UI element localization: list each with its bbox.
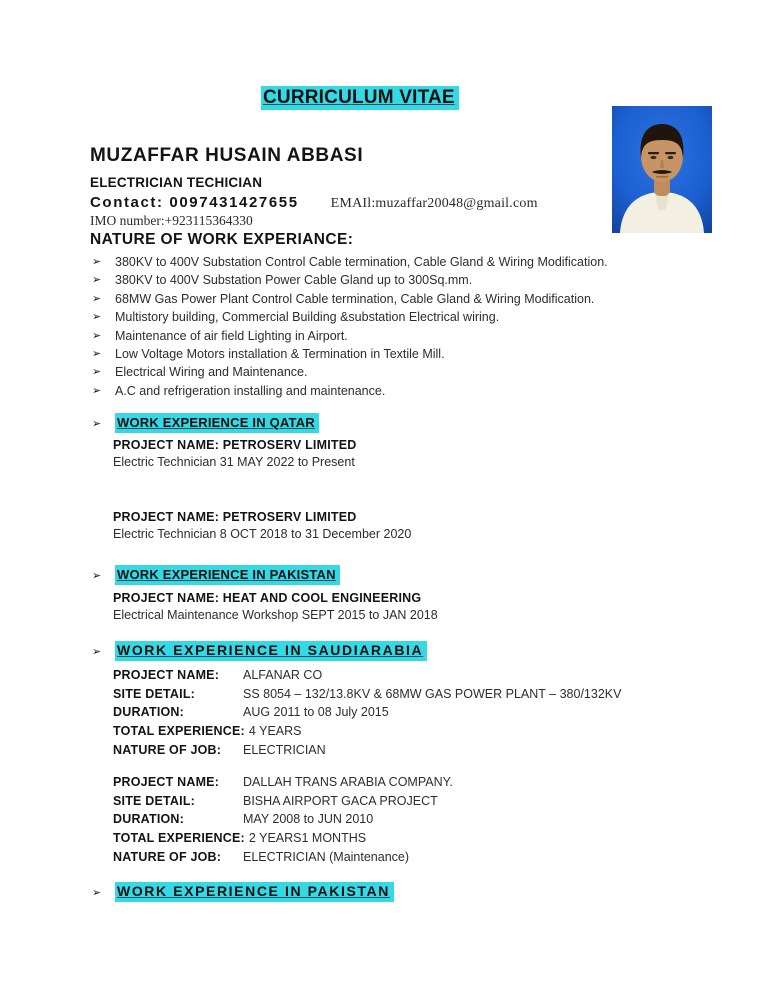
list-item — [90, 382, 718, 400]
detail-label: DURATION: — [113, 812, 185, 827]
project-name: PROJECT NAME: PETROSERV LIMITED — [113, 438, 357, 453]
section-heading-saudi-arabia — [90, 641, 718, 661]
nature-of-work-list — [90, 253, 718, 400]
detail-row — [113, 792, 718, 811]
list-item — [90, 271, 718, 289]
detail-value: 2 YEARS1 MONTHS — [248, 831, 367, 845]
detail-label: SITE DETAIL: — [113, 793, 196, 808]
arrow-bullet-icon: ➢ — [92, 418, 102, 431]
section-qatar — [90, 413, 718, 543]
detail-value: DALLAH TRANS ARABIA COMPANY. — [243, 775, 453, 790]
contact-label: Contact: — [90, 194, 164, 211]
arrow-bullet-icon: ➢ — [92, 292, 102, 305]
list-item-text: Maintenance of air field Lighting in Airport. — [115, 328, 348, 343]
section-pakistan-bottom — [90, 882, 718, 902]
experience-detail-block — [90, 666, 718, 759]
page-title — [261, 87, 459, 109]
detail-label: TOTAL EXPERIENCE: — [113, 724, 245, 739]
detail-row — [113, 741, 718, 760]
contact-value: 0097431427655 — [169, 194, 299, 211]
detail-row — [113, 773, 718, 792]
project-name: PROJECT NAME: PETROSERV LIMITED — [113, 510, 357, 525]
detail-value: BISHA AIRPORT GACA PROJECT — [243, 793, 438, 808]
detail-row — [113, 722, 718, 741]
detail-label: DURATION: — [113, 705, 185, 720]
arrow-bullet-icon: ➢ — [92, 329, 102, 342]
contact-number — [90, 193, 299, 212]
arrow-bullet-icon: ➢ — [92, 646, 102, 659]
section-heading-text: WORK EXPERIENCE IN SAUDIARABIA — [115, 641, 427, 661]
detail-value: ELECTRICIAN (Maintenance) — [243, 849, 410, 864]
section-heading-text: WORK EXPERIENCE IN PAKISTAN — [115, 882, 394, 902]
project-detail: Electric Technician 8 OCT 2018 to 31 December 2020 — [113, 527, 412, 542]
list-item — [90, 308, 718, 326]
arrow-bullet-icon: ➢ — [92, 366, 102, 379]
section-pakistan — [90, 565, 718, 624]
detail-value: 4 YEARS — [248, 724, 302, 739]
section-saudi-arabia — [90, 641, 718, 866]
detail-label: NATURE OF JOB: — [113, 849, 222, 864]
section-heading-qatar — [90, 413, 718, 433]
list-item-text: A.C and refrigeration installing and maintenance. — [115, 383, 386, 398]
project-detail: Electric Technician 31 MAY 2022 to Present — [113, 455, 355, 470]
candidate-name: MUZAFFAR HUSAIN ABBASI — [90, 145, 364, 166]
cv-body — [90, 145, 718, 902]
detail-label: PROJECT NAME: — [113, 668, 220, 683]
project-detail: Electrical Maintenance Workshop SEPT 2015 to JAN 2018 — [113, 608, 438, 623]
job-title: ELECTRICIAN TECHICIAN — [90, 175, 263, 190]
arrow-bullet-icon: ➢ — [92, 256, 102, 268]
section-heading-text: WORK EXPERIENCE IN PAKISTAN — [115, 565, 340, 585]
list-item — [90, 363, 718, 381]
experience-detail-block — [90, 773, 718, 866]
contact-row — [90, 193, 718, 213]
arrow-bullet-icon: ➢ — [92, 570, 102, 583]
experience-entry — [90, 590, 718, 624]
list-item — [90, 327, 718, 345]
arrow-bullet-icon: ➢ — [92, 311, 102, 324]
detail-label: SITE DETAIL: — [113, 686, 196, 701]
nature-of-work-heading: NATURE OF WORK EXPERIANCE: — [90, 231, 354, 248]
detail-label: PROJECT NAME: — [113, 775, 220, 790]
detail-row — [113, 703, 718, 722]
email-text: EMAIl:muzaffar20048@gmail.com — [330, 196, 538, 211]
list-item — [90, 253, 718, 271]
detail-label: TOTAL EXPERIENCE: — [113, 831, 245, 845]
detail-row — [113, 810, 718, 829]
section-heading-pakistan — [90, 565, 718, 585]
detail-value: AUG 2011 to 08 July 2015 — [243, 705, 389, 720]
arrow-bullet-icon: ➢ — [92, 274, 102, 287]
detail-row — [113, 829, 718, 848]
experience-entry — [90, 509, 718, 543]
detail-row — [113, 666, 718, 685]
page-title-text: CURRICULUM VITAE — [261, 86, 459, 110]
arrow-bullet-icon: ➢ — [92, 887, 102, 900]
list-item-text: Multistory building, Commercial Building &substation Electrical wiring. — [115, 310, 500, 325]
section-heading-text: WORK EXPERIENCE IN QATAR — [115, 413, 319, 433]
list-item-text: 68MW Gas Power Plant Control Cable termination, Cable Gland & Wiring Modification. — [115, 291, 595, 306]
detail-row — [113, 848, 718, 867]
detail-value: ALFANAR CO — [243, 668, 323, 683]
experience-entry — [90, 437, 718, 471]
list-item-text: 380KV to 400V Substation Control Cable termination, Cable Gland & Wiring Modification. — [115, 255, 608, 269]
imo-number: IMO number:+923115364330 — [90, 213, 253, 228]
detail-value: SS 8054 – 132/13.8KV & 68MW GAS POWER PLANT – 380/132KV — [243, 686, 622, 701]
project-name: PROJECT NAME: HEAT AND COOL ENGINEERING — [113, 591, 422, 606]
detail-value: ELECTRICIAN — [243, 742, 326, 757]
list-item-text: 380KV to 400V Substation Power Cable Gland up to 300Sq.mm. — [115, 273, 473, 288]
detail-value: MAY 2008 to JUN 2010 — [243, 812, 374, 827]
list-item-text: Low Voltage Motors installation & Termination in Textile Mill. — [115, 347, 445, 362]
list-item — [90, 345, 718, 363]
list-item — [90, 290, 718, 308]
list-item-text: Electrical Wiring and Maintenance. — [115, 365, 308, 380]
section-heading-pakistan-bottom — [90, 882, 718, 902]
arrow-bullet-icon: ➢ — [92, 384, 102, 397]
detail-row — [113, 685, 718, 704]
arrow-bullet-icon: ➢ — [92, 348, 102, 361]
detail-label: NATURE OF JOB: — [113, 742, 222, 757]
